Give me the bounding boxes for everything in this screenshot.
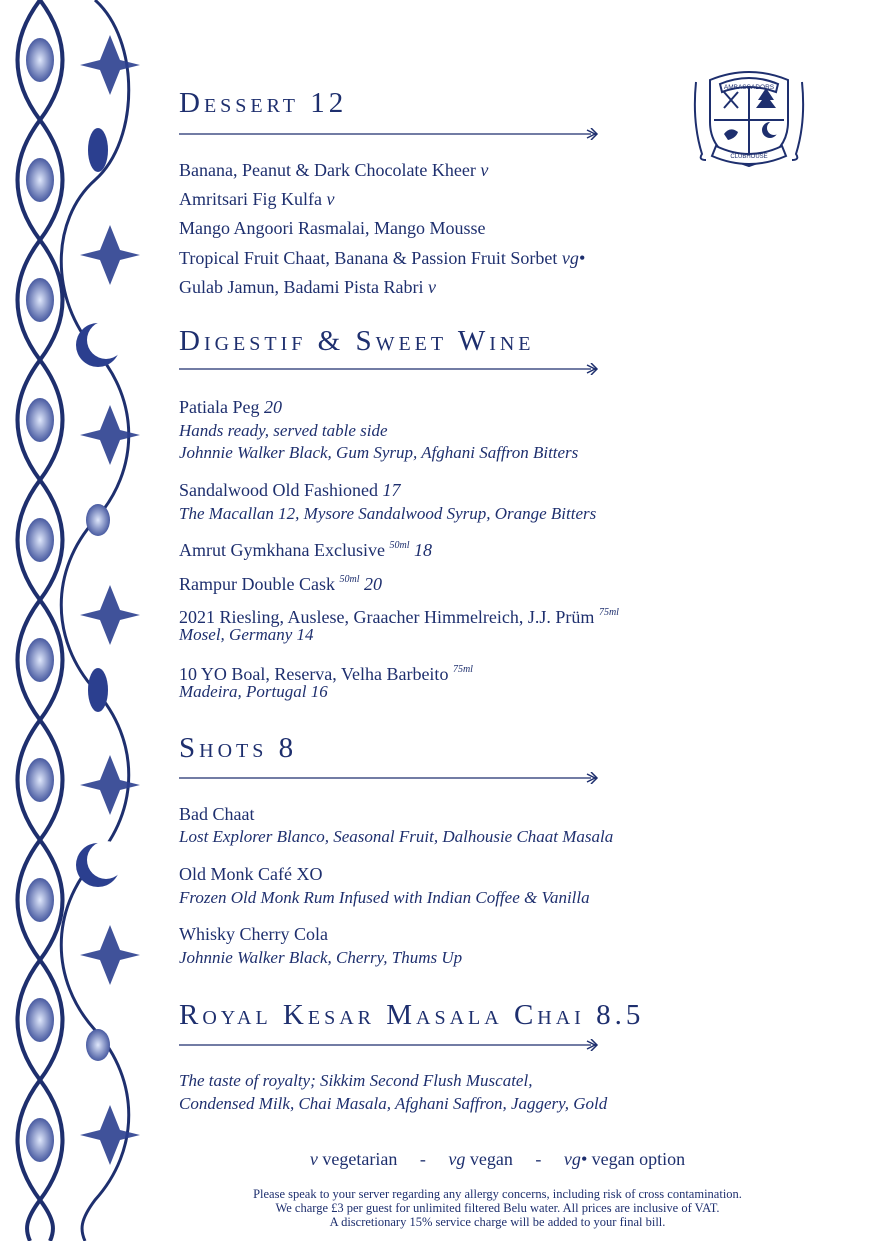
menu-item-description: Johnnie Walker Black, Gum Syrup, Afghani Saffron Bitters [179, 443, 579, 462]
clubhouse-crest-logo [690, 62, 808, 170]
menu-item-description: Mosel, Germany 14 [179, 625, 314, 644]
menu-item: Amritsari Fig Kulfa v [179, 189, 335, 209]
menu-item-description: Madeira, Portugal 16 [179, 682, 328, 701]
menu-item: 10 YO Boal, Reserva, Velha Barbeito $^{75ml}$ [179, 664, 473, 684]
footer-service-note: A discretionary 15% service charge will be added to your final bill. [329, 1215, 666, 1229]
section-divider [179, 772, 601, 784]
menu-item-description: Condensed Milk, Chai Masala, Afghani Saffron, Jaggery, Gold [179, 1094, 608, 1113]
menu-item-description: Lost Explorer Blanco, Seasonal Fruit, Dalhousie Chaat Masala [179, 827, 614, 846]
ornamental-border [0, 0, 150, 1241]
footer-water-note: We charge £3 per guest for unlimited filtered Belu water. All prices are inclusive of VAT. [275, 1201, 720, 1215]
legend-separator: - [419, 1149, 426, 1169]
menu-item-description: Johnnie Walker Black, Cherry, Thums Up [179, 948, 463, 967]
menu-item-description: Hands ready, served table side [179, 421, 388, 440]
menu-item: Old Monk Café XO [179, 864, 323, 884]
legend-vgo-label: vegan option [591, 1149, 686, 1169]
menu-item: Patiala Peg 20 [179, 397, 282, 417]
menu-item: Tropical Fruit Chaat, Banana & Passion Fruit Sorbet vg• [179, 248, 586, 268]
legend-v-label: vegetarian [322, 1149, 398, 1169]
footer-allergy-note: Please speak to your server regarding any allergy concerns, including risk of cross contamination. [253, 1187, 742, 1201]
legend-vg-label: vegan [469, 1149, 513, 1169]
menu-item: Banana, Peanut & Dark Chocolate Kheer v [179, 160, 489, 180]
menu-item: Mango Angoori Rasmalai, Mango Mousse [179, 218, 486, 238]
legend-vgo-symbol: vg• [563, 1149, 588, 1169]
section-title-digestif: Digestif & Sweet Wine [179, 325, 535, 357]
section-title-shots: Shots 8 [179, 732, 298, 764]
menu-item: Whisky Cherry Cola [179, 924, 328, 944]
svg-text:CLUBHOUSE: CLUBHOUSE [730, 154, 768, 160]
menu-item: Gulab Jamun, Badami Pista Rabri v [179, 277, 436, 297]
legend-vg-symbol: vg [448, 1149, 466, 1169]
menu-item: Rampur Double Cask $^{50ml}$ 20 [179, 574, 382, 594]
section-title-dessert: Dessert 12 [179, 87, 348, 119]
section-divider [179, 1039, 601, 1051]
menu-item: Amrut Gymkhana Exclusive $^{50ml}$ 18 [179, 540, 432, 560]
svg-text:AMBASSADORS: AMBASSADORS [723, 84, 775, 91]
legend-v-symbol: v [309, 1149, 318, 1169]
menu-item: Sandalwood Old Fashioned 17 [179, 480, 401, 500]
dietary-legend [0, 1149, 875, 1170]
menu-item-description: The Macallan 12, Mysore Sandalwood Syrup, Orange Bitters [179, 504, 597, 523]
legend-separator: - [535, 1149, 542, 1169]
menu-item-description: Frozen Old Monk Rum Infused with Indian Coffee & Vanilla [179, 888, 590, 907]
section-title-chai: Royal Kesar Masala Chai 8.5 [179, 999, 645, 1031]
menu-item: 2021 Riesling, Auslese, Graacher Himmelreich, J.J. Prüm $^{75ml}$ [179, 607, 619, 627]
section-divider [179, 363, 601, 375]
section-divider [179, 128, 601, 140]
menu-item: Bad Chaat [179, 804, 255, 824]
menu-item-description: The taste of royalty; Sikkim Second Flush Muscatel, [179, 1071, 533, 1090]
